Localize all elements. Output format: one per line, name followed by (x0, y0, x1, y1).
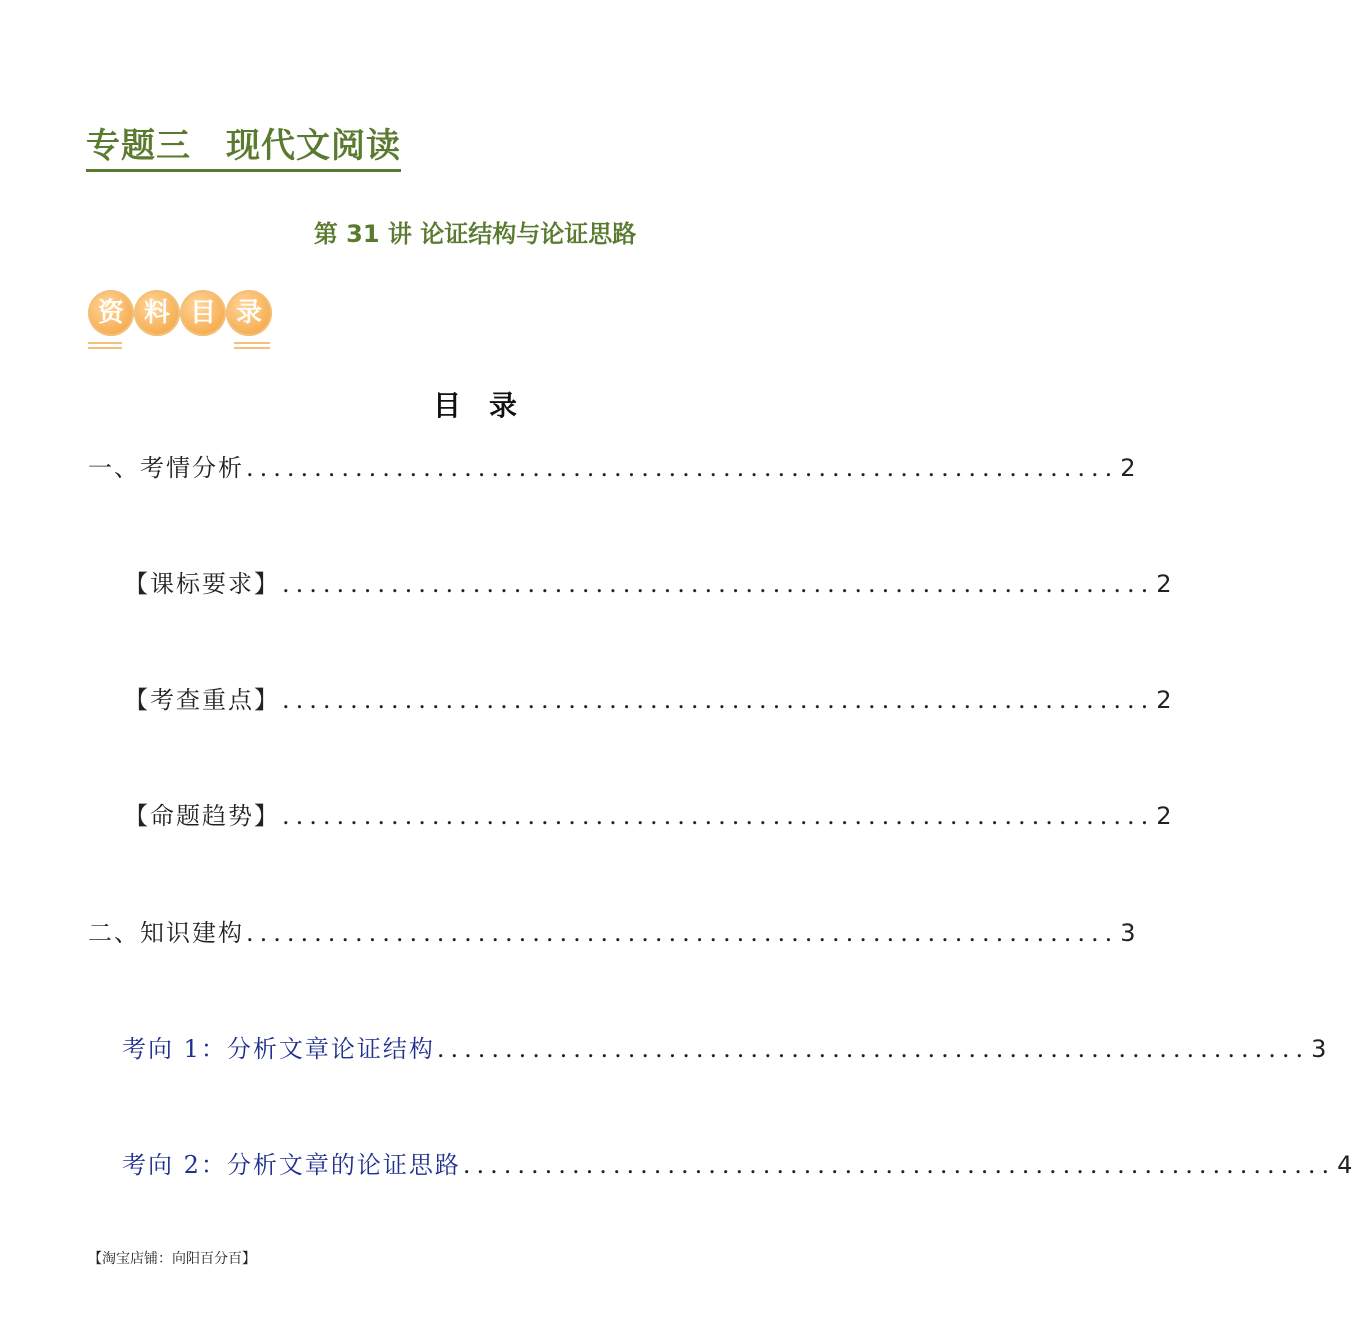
toc-entry-label: 【命题趋势】 (124, 802, 280, 830)
badge-underline-right-2 (234, 347, 270, 349)
toc-entry-label: 考向 2：分析文章的论证思路 (122, 1151, 461, 1179)
toc-dot-leader: ................................................................ (282, 570, 1155, 598)
toc-page-number: 2 (1156, 570, 1172, 598)
badge-underline-right (234, 342, 270, 344)
toc-page-number: 2 (1120, 454, 1136, 482)
toc-entry-exam-focus[interactable] (124, 680, 1172, 715)
toc-entry-label: 考向 1：分析文章论证结构 (122, 1035, 435, 1063)
toc-entry-curriculum-requirements[interactable] (124, 564, 1172, 599)
toc-dot-leader: ................................................................ (282, 802, 1155, 830)
badge-char-4: 录 (226, 290, 272, 336)
toc-entry-label: 【考查重点】 (124, 686, 280, 714)
toc-heading: 目 录 (432, 389, 517, 422)
toc-entry-exam-analysis[interactable] (88, 448, 1136, 483)
toc-page-number: 4 (1337, 1151, 1352, 1179)
toc-dot-leader: ................................................................ (282, 686, 1155, 714)
toc-entry-question-trends[interactable] (124, 796, 1172, 831)
toc-entry-knowledge-construction[interactable] (88, 913, 1136, 948)
topic-title: 专题三 现代文阅读 (86, 118, 401, 172)
badge-underline-left (88, 342, 122, 344)
toc-page-number: 3 (1311, 1035, 1327, 1063)
toc-entry-direction-1[interactable] (122, 1029, 1327, 1064)
badge-char-1: 资 (88, 290, 134, 336)
toc-entry-label: 【课标要求】 (124, 570, 280, 598)
toc-dot-leader: ................................................................ (246, 454, 1119, 482)
toc-entry-direction-2[interactable] (122, 1145, 1352, 1180)
toc-page-number: 3 (1120, 919, 1136, 947)
toc-page-number: 2 (1156, 686, 1172, 714)
toc-entry-label: 二、知识建构 (88, 919, 244, 947)
footer-shop-note: 【淘宝店铺：向阳百分百】 (88, 1251, 256, 1267)
toc-dot-leader: ................................................................ (246, 919, 1119, 947)
toc-dot-leader: ................................................................ (436, 1035, 1310, 1063)
badge-char-3: 目 (180, 290, 226, 336)
toc-page-number: 2 (1156, 802, 1172, 830)
materials-contents-badge (88, 290, 272, 352)
badge-underline-left-2 (88, 347, 122, 349)
badge-char-2: 料 (134, 290, 180, 336)
lecture-title: 第 31 讲 论证结构与论证思路 (313, 220, 637, 248)
toc-dot-leader: ................................................................ (462, 1151, 1336, 1179)
toc-entry-label: 一、考情分析 (88, 454, 244, 482)
